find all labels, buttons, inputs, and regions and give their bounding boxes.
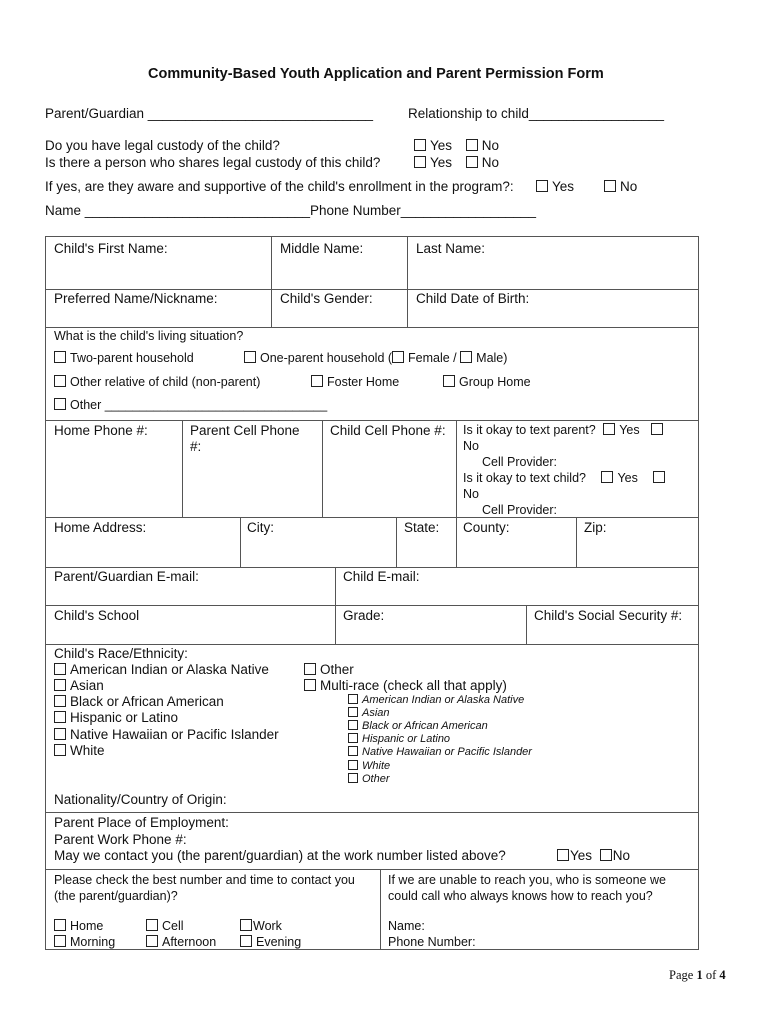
race-hispanic-label: Hispanic or Latino bbox=[70, 710, 179, 725]
aware-no-label: No bbox=[620, 179, 638, 194]
child-cell-field[interactable]: Child Cell Phone #: bbox=[330, 423, 446, 438]
afternoon-checkbox[interactable] bbox=[146, 935, 158, 947]
employment-field[interactable]: Parent Place of Employment: bbox=[54, 815, 229, 830]
child-cell-provider-field[interactable]: Cell Provider: bbox=[482, 503, 558, 517]
group-home-checkbox[interactable] bbox=[443, 375, 455, 387]
preferred-name-field[interactable]: Preferred Name/Nickname: bbox=[54, 291, 218, 306]
multi-american-indian-label: American Indian or Alaska Native bbox=[362, 694, 525, 706]
contact-phone-field[interactable]: Phone Number: bbox=[388, 935, 476, 949]
home-checkbox[interactable] bbox=[54, 919, 66, 931]
male-label: Male) bbox=[476, 351, 508, 365]
name-phone-field[interactable]: Name ______________________________Phone Number__________________ bbox=[45, 203, 536, 218]
parent-cell-provider-field[interactable]: Cell Provider: bbox=[482, 455, 558, 469]
county-field[interactable]: County: bbox=[463, 520, 510, 535]
shared-yes-label: Yes bbox=[430, 155, 453, 170]
multi-other-checkbox[interactable] bbox=[348, 773, 358, 783]
text-child-no-label: No bbox=[463, 487, 479, 501]
custody-yes-label: Yes bbox=[430, 138, 453, 153]
aware-no-checkbox[interactable] bbox=[604, 180, 616, 192]
foster-home-label: Foster Home bbox=[327, 375, 400, 389]
multi-white-checkbox[interactable] bbox=[348, 760, 358, 770]
nationality-field[interactable]: Nationality/Country of Origin: bbox=[54, 792, 227, 807]
shared-custody-question: Is there a person who shares legal custody of this child? bbox=[45, 155, 381, 170]
female-checkbox[interactable] bbox=[392, 351, 404, 363]
aware-yes-label: Yes bbox=[552, 179, 575, 194]
multi-asian-label: Asian bbox=[362, 707, 390, 719]
form-title: Community-Based Youth Application and Parent Permission Form bbox=[148, 66, 604, 82]
parent-cell-label-2: #: bbox=[190, 439, 202, 454]
race-label: Child's Race/Ethnicity: bbox=[54, 646, 188, 661]
other-living-field[interactable]: Other ________________________________ bbox=[70, 398, 328, 412]
race-other-checkbox[interactable] bbox=[304, 663, 316, 675]
multi-asian-checkbox[interactable] bbox=[348, 707, 358, 717]
home-address-field[interactable]: Home Address: bbox=[54, 520, 147, 535]
other-relative-label: Other relative of child (non-parent) bbox=[70, 375, 261, 389]
middle-name-field[interactable]: Middle Name: bbox=[280, 241, 364, 256]
custody-no-checkbox[interactable] bbox=[466, 139, 478, 151]
state-field[interactable]: State: bbox=[404, 520, 440, 535]
race-white-checkbox[interactable] bbox=[54, 744, 66, 756]
unable-question-2: could call who always knows how to reach you? bbox=[388, 889, 653, 903]
dob-field[interactable]: Child Date of Birth: bbox=[416, 291, 530, 306]
text-parent-yes-label: Yes bbox=[619, 423, 640, 437]
gender-field[interactable]: Child's Gender: bbox=[280, 291, 373, 306]
child-first-name-field[interactable]: Child's First Name: bbox=[54, 241, 168, 256]
work-checkbox[interactable] bbox=[240, 919, 252, 931]
multi-american-indian-checkbox[interactable] bbox=[348, 694, 358, 704]
evening-checkbox[interactable] bbox=[240, 935, 252, 947]
work-phone-field[interactable]: Parent Work Phone #: bbox=[54, 832, 187, 847]
text-child-yes-checkbox[interactable] bbox=[601, 471, 613, 483]
contact-work-no-checkbox[interactable] bbox=[600, 849, 612, 861]
parent-guardian-field[interactable]: Parent/Guardian ______________________________ bbox=[45, 106, 374, 121]
shared-no-checkbox[interactable] bbox=[466, 156, 478, 168]
text-child-no-checkbox[interactable] bbox=[653, 471, 665, 483]
text-child-yes-label: Yes bbox=[617, 471, 638, 485]
other-relative-checkbox[interactable] bbox=[54, 375, 66, 387]
multi-race-checkbox[interactable] bbox=[304, 679, 316, 691]
race-american-indian-label: American Indian or Alaska Native bbox=[70, 662, 269, 677]
best-time-question-2: (the parent/guardian)? bbox=[54, 889, 178, 903]
aware-question: If yes, are they aware and supportive of the child's enrollment in the program?: bbox=[45, 179, 514, 194]
multi-other-label: Other bbox=[362, 773, 390, 785]
aware-yes-checkbox[interactable] bbox=[536, 180, 548, 192]
race-asian-checkbox[interactable] bbox=[54, 679, 66, 691]
other-living-checkbox[interactable] bbox=[54, 398, 66, 410]
home-label: Home bbox=[70, 919, 104, 933]
race-asian-label: Asian bbox=[70, 678, 104, 693]
afternoon-label: Afternoon bbox=[162, 935, 217, 949]
grade-field[interactable]: Grade: bbox=[343, 608, 385, 623]
evening-label: Evening bbox=[256, 935, 302, 949]
custody-yes-checkbox[interactable] bbox=[414, 139, 426, 151]
two-parent-checkbox[interactable] bbox=[54, 351, 66, 363]
multi-pacific-islander-label: Native Hawaiian or Pacific Islander bbox=[362, 746, 532, 758]
race-pacific-islander-checkbox[interactable] bbox=[54, 728, 66, 740]
unable-question-1: If we are unable to reach you, who is someone we bbox=[388, 873, 666, 887]
contact-name-field[interactable]: Name: bbox=[388, 919, 425, 933]
multi-race-label: Multi-race (check all that apply) bbox=[320, 678, 507, 693]
female-label: Female / bbox=[408, 351, 457, 365]
text-parent-no-checkbox[interactable] bbox=[651, 423, 663, 435]
work-label: Work bbox=[253, 919, 282, 933]
parent-email-field[interactable]: Parent/Guardian E-mail: bbox=[54, 569, 199, 584]
cell-checkbox[interactable] bbox=[146, 919, 158, 931]
custody-question: Do you have legal custody of the child? bbox=[45, 138, 280, 153]
text-parent-no-label: No bbox=[463, 439, 479, 453]
zip-field[interactable]: Zip: bbox=[584, 520, 607, 535]
race-white-label: White bbox=[70, 743, 105, 758]
ssn-field[interactable]: Child's Social Security #: bbox=[534, 608, 683, 623]
race-american-indian-checkbox[interactable] bbox=[54, 663, 66, 675]
multi-black-label: Black or African American bbox=[362, 720, 488, 732]
morning-checkbox[interactable] bbox=[54, 935, 66, 947]
text-parent-yes-checkbox[interactable] bbox=[603, 423, 615, 435]
last-name-field[interactable]: Last Name: bbox=[416, 241, 486, 256]
contact-work-yes-checkbox[interactable] bbox=[557, 849, 569, 861]
race-black-checkbox[interactable] bbox=[54, 695, 66, 707]
cell-label: Cell bbox=[162, 919, 184, 933]
living-situation-question: What is the child's living situation? bbox=[54, 329, 244, 343]
foster-home-checkbox[interactable] bbox=[311, 375, 323, 387]
group-home-label: Group Home bbox=[459, 375, 531, 389]
shared-yes-checkbox[interactable] bbox=[414, 156, 426, 168]
race-hispanic-checkbox[interactable] bbox=[54, 711, 66, 723]
child-email-field[interactable]: Child E-mail: bbox=[343, 569, 420, 584]
page-indicator: Page 1 of 4 bbox=[669, 968, 726, 982]
text-child-question: Is it okay to text child? bbox=[463, 471, 586, 485]
one-parent-label: One-parent household ( bbox=[260, 351, 393, 365]
school-field[interactable]: Child's School bbox=[54, 608, 140, 623]
one-parent-checkbox[interactable] bbox=[244, 351, 256, 363]
two-parent-label: Two-parent household bbox=[70, 351, 194, 365]
multi-hispanic-checkbox[interactable] bbox=[348, 733, 358, 743]
race-black-label: Black or African American bbox=[70, 694, 224, 709]
multi-black-checkbox[interactable] bbox=[348, 720, 358, 730]
multi-pacific-islander-checkbox[interactable] bbox=[348, 746, 358, 756]
contact-work-yes-label: Yes bbox=[570, 848, 593, 863]
contact-work-question: May we contact you (the parent/guardian) at the work number listed above? bbox=[54, 848, 506, 863]
race-other-label: Other bbox=[320, 662, 354, 677]
text-parent-question: Is it okay to text parent? bbox=[463, 423, 596, 437]
custody-no-label: No bbox=[481, 138, 500, 153]
shared-no-label: No bbox=[481, 155, 500, 170]
morning-label: Morning bbox=[70, 935, 116, 949]
relationship-field[interactable]: Relationship to child__________________ bbox=[408, 106, 664, 121]
multi-white-label: White bbox=[362, 760, 391, 772]
race-pacific-islander-label: Native Hawaiian or Pacific Islander bbox=[70, 727, 279, 742]
home-phone-field[interactable]: Home Phone #: bbox=[54, 423, 148, 438]
best-time-question-1: Please check the best number and time to contact you bbox=[54, 873, 355, 887]
multi-hispanic-label: Hispanic or Latino bbox=[362, 733, 451, 745]
city-field[interactable]: City: bbox=[247, 520, 274, 535]
parent-cell-label-1[interactable]: Parent Cell Phone bbox=[190, 423, 300, 438]
contact-work-no-label: No bbox=[612, 848, 631, 863]
male-checkbox[interactable] bbox=[460, 351, 472, 363]
